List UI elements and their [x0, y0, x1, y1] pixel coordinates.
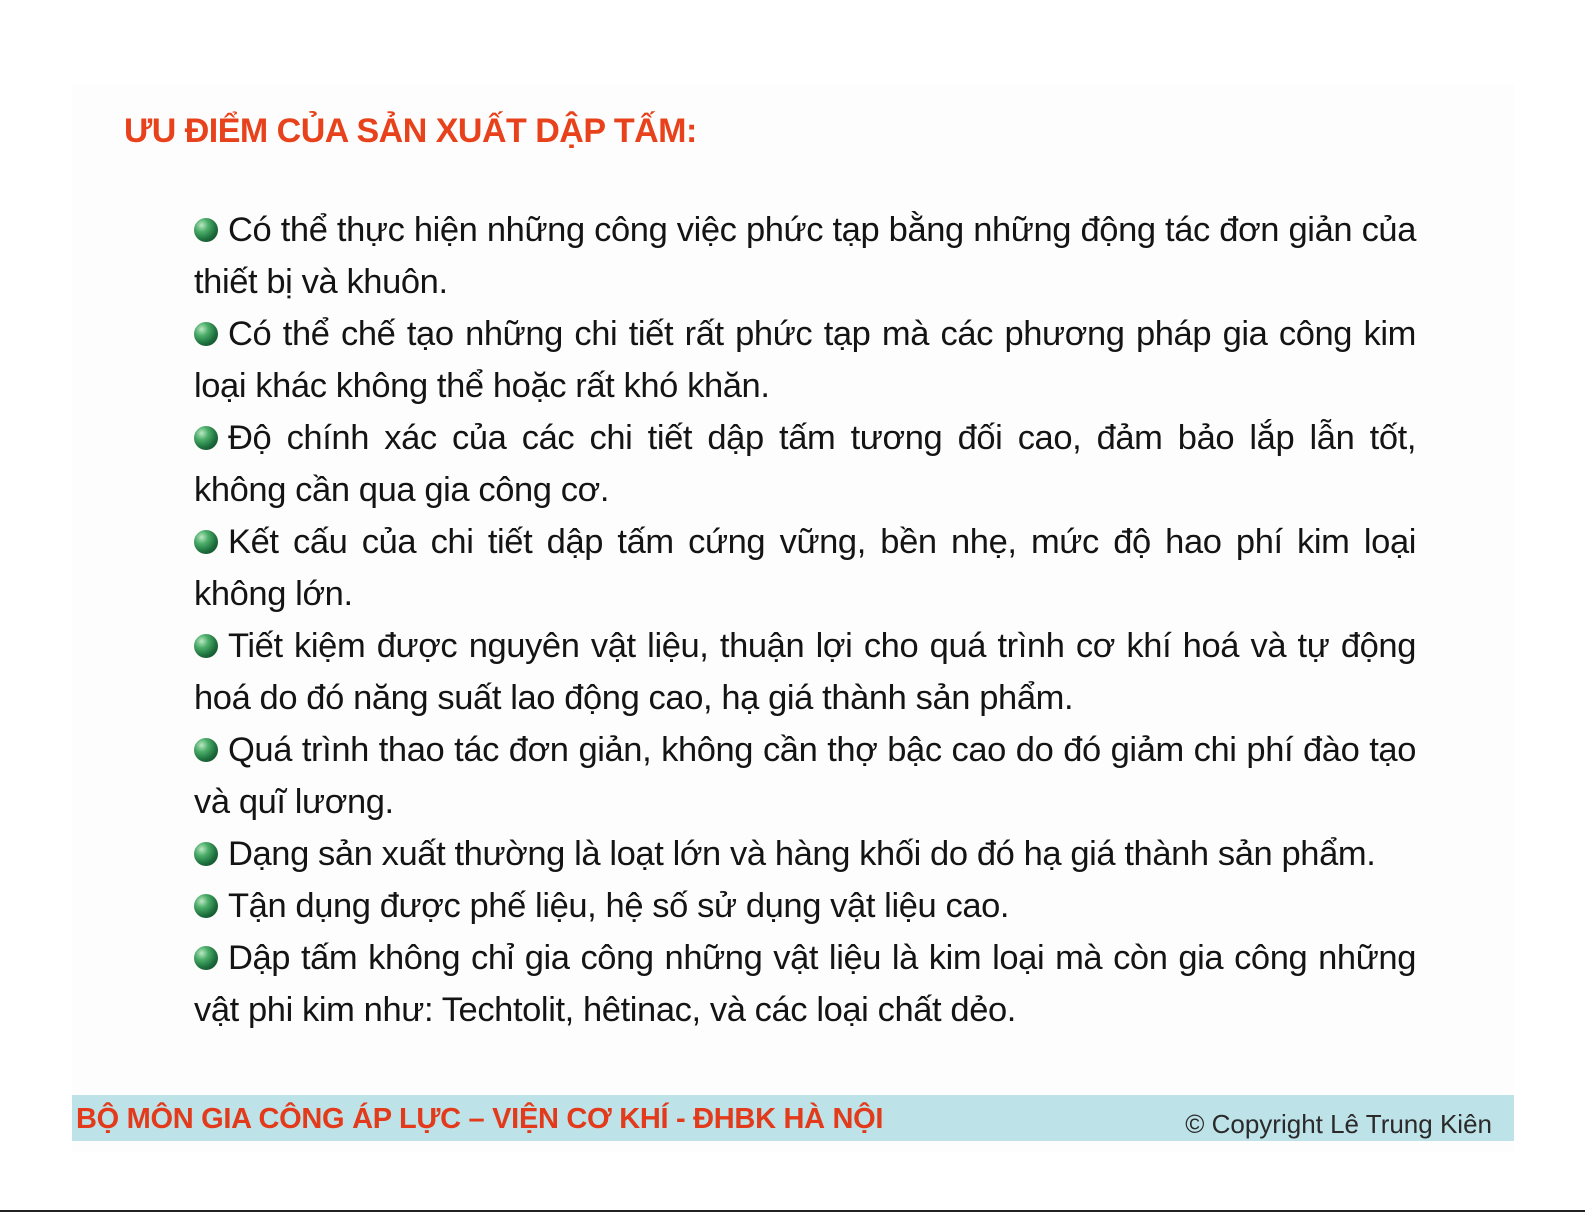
bullet-text: Quá trình thao tác đơn giản, không cần thợ bậc cao do đó giảm chi phí đào tạo và quĩ lương.: [194, 731, 1416, 821]
list-item: [194, 880, 1416, 932]
bullet-text: Dạng sản xuất thường là loạt lớn và hàng khối do đó hạ giá thành sản phẩm.: [228, 835, 1376, 873]
page-bottom-divider: [0, 1210, 1585, 1212]
list-item: [194, 516, 1416, 620]
bullet-text: Có thể chế tạo những chi tiết rất phức tạp mà các phương pháp gia công kim loại khác không thể hoặc rất khó khăn.: [194, 315, 1416, 405]
green-sphere-bullet-icon: [194, 946, 218, 970]
list-item: [194, 412, 1416, 516]
list-item: [194, 204, 1416, 308]
green-sphere-bullet-icon: [194, 530, 218, 554]
green-sphere-bullet-icon: [194, 842, 218, 866]
advantages-list: [194, 204, 1416, 1036]
list-item: [194, 724, 1416, 828]
department-credit: BỘ MÔN GIA CÔNG ÁP LỰC – VIỆN CƠ KHÍ - ĐHBK HÀ NỘI: [76, 1103, 884, 1135]
green-sphere-bullet-icon: [194, 634, 218, 658]
list-item: [194, 828, 1416, 880]
bullet-text: Kết cấu của chi tiết dập tấm cứng vững, bền nhẹ, mức độ hao phí kim loại không lớn.: [194, 523, 1416, 613]
slide-title: ƯU ĐIỂM CỦA SẢN XUẤT DẬP TẤM:: [124, 112, 697, 150]
bullet-text: Tiết kiệm được nguyên vật liệu, thuận lợi cho quá trình cơ khí hoá và tự động hoá do đó năng suất lao động cao, hạ giá thành sản phẩm.: [194, 627, 1416, 717]
bullet-text: Tận dụng được phế liệu, hệ số sử dụng vật liệu cao.: [228, 887, 1010, 925]
green-sphere-bullet-icon: [194, 426, 218, 450]
green-sphere-bullet-icon: [194, 218, 218, 242]
copyright-notice: © Copyright Lê Trung Kiên: [1185, 1109, 1492, 1139]
green-sphere-bullet-icon: [194, 322, 218, 346]
list-item: [194, 932, 1416, 1036]
list-item: [194, 620, 1416, 724]
bullet-text: Có thể thực hiện những công việc phức tạp bằng những động tác đơn giản của thiết bị và khuôn.: [194, 211, 1416, 301]
bullet-text: Độ chính xác của các chi tiết dập tấm tương đối cao, đảm bảo lắp lẫn tốt, không cần qua gia công cơ.: [194, 419, 1416, 509]
bullet-text: Dập tấm không chỉ gia công những vật liệu là kim loại mà còn gia công những vật phi kim như: Techtolit, hêtinac, và các loại chất dẻo.: [194, 939, 1416, 1029]
green-sphere-bullet-icon: [194, 894, 218, 918]
list-item: [194, 308, 1416, 412]
footer-band: [72, 1095, 1514, 1141]
green-sphere-bullet-icon: [194, 738, 218, 762]
